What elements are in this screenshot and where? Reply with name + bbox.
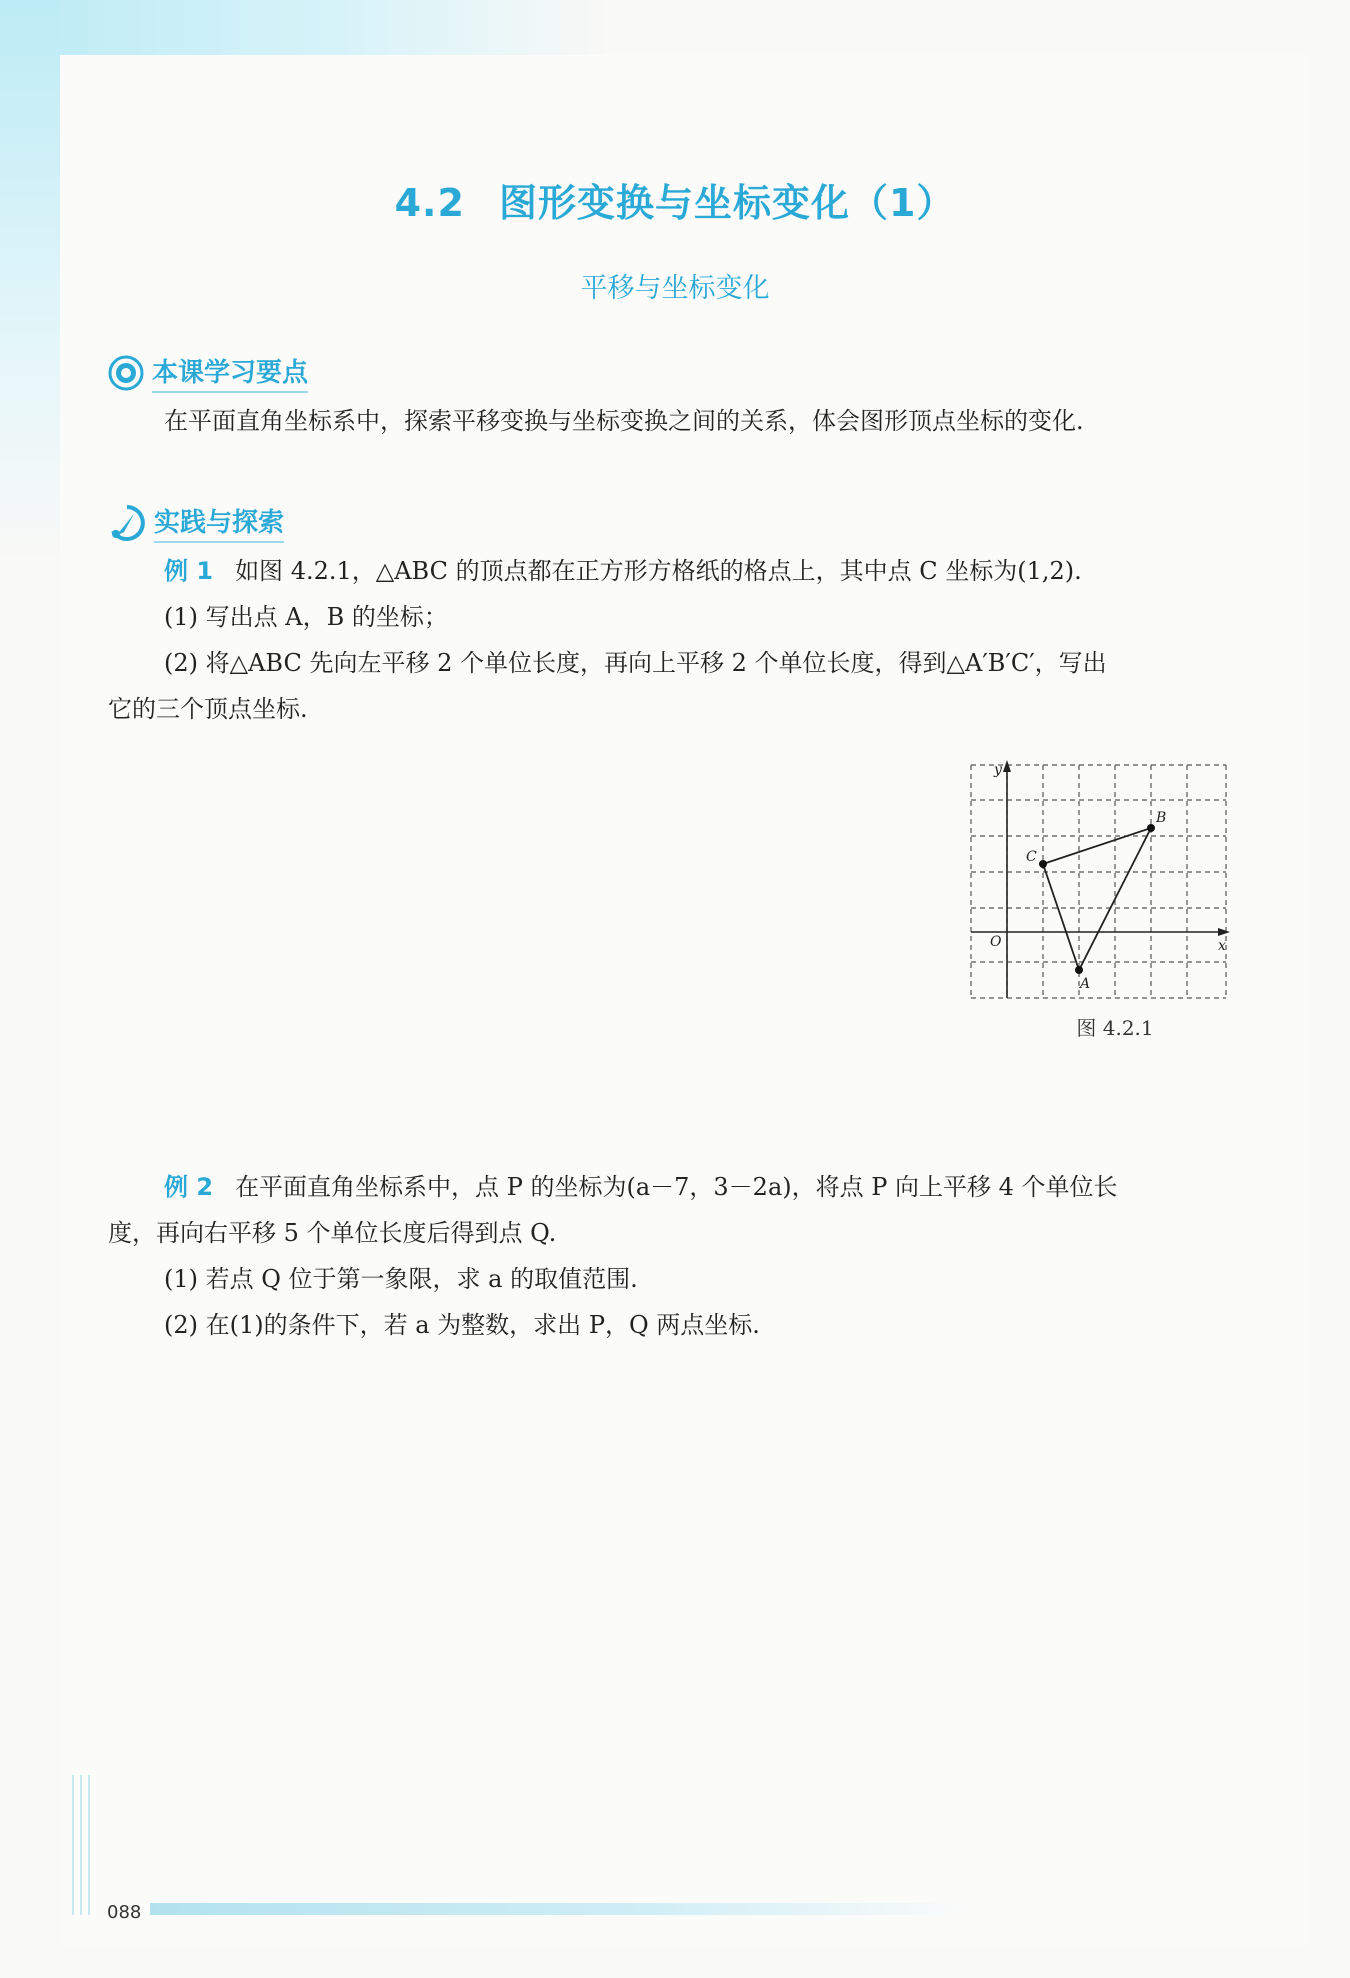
point-a — [1075, 966, 1083, 974]
section-title: 图形变换与坐标变化（1） — [498, 181, 956, 225]
y-axis-label: y — [994, 762, 1002, 778]
corner-decoration-band — [0, 0, 1350, 60]
key-points-heading-label: 本课学习要点 — [152, 352, 308, 393]
key-points-heading — [108, 352, 308, 393]
example2-stem-line1 — [108, 1164, 1238, 1210]
example2-block — [108, 1164, 1238, 1348]
example1-stem-line — [108, 548, 1238, 594]
footer-decoration-bar — [150, 1903, 970, 1915]
example2-q2: (2) 在(1)的条件下，若 a 为整数，求出 P，Q 两点坐标. — [164, 1311, 760, 1339]
example1-label: 例 1 — [164, 557, 214, 585]
key-points-text: 在平面直角坐标系中，探索平移变换与坐标变换之间的关系，体会图形顶点坐标的变化. — [164, 407, 1084, 435]
figure-4-2-1 — [960, 758, 1240, 1048]
grid-lines — [971, 765, 1226, 998]
example2-q1: (1) 若点 Q 位于第一象限，求 a 的取值范围. — [164, 1265, 638, 1293]
compass-icon — [108, 504, 146, 542]
triangle-abc — [1043, 828, 1151, 970]
figure-caption: 图 4.2.1 — [1076, 1016, 1154, 1040]
section-number: 4.2 — [394, 181, 465, 225]
point-b — [1147, 824, 1155, 832]
page-title — [0, 172, 1350, 227]
practice-heading-label: 实践与探索 — [154, 502, 284, 543]
point-c-label: C — [1026, 849, 1037, 865]
point-b-label: B — [1156, 810, 1167, 826]
page-number: 088 — [107, 1902, 142, 1923]
page-subtitle: 平移与坐标变化 — [580, 273, 770, 304]
example2-label: 例 2 — [164, 1173, 214, 1201]
example1-stem: 如图 4.2.1，△ABC 的顶点都在正方形方格纸的格点上，其中点 C 坐标为(1,2). — [235, 557, 1082, 585]
point-c — [1039, 860, 1047, 868]
point-a-label: A — [1080, 976, 1091, 992]
x-axis-label: x — [1218, 938, 1226, 954]
target-icon — [108, 355, 144, 391]
footer-decoration-lines — [72, 1775, 98, 1915]
example1-q2-line2: 它的三个顶点坐标. — [108, 695, 308, 723]
origin-label: O — [990, 934, 1002, 950]
example1-block — [108, 548, 1238, 732]
practice-heading — [108, 502, 284, 543]
example1-q2-line1: (2) 将△ABC 先向左平移 2 个单位长度，再向上平移 2 个单位长度，得到△A′B′C′，写出 — [164, 649, 1107, 677]
example2-stem-line2: 度，再向右平移 5 个单位长度后得到点 Q. — [108, 1219, 557, 1247]
example1-q1: (1) 写出点 A，B 的坐标； — [164, 603, 448, 631]
example2-stem-1: 在平面直角坐标系中，点 P 的坐标为(a－7，3－2a)，将点 P 向上平移 4 个单位长 — [235, 1173, 1118, 1201]
